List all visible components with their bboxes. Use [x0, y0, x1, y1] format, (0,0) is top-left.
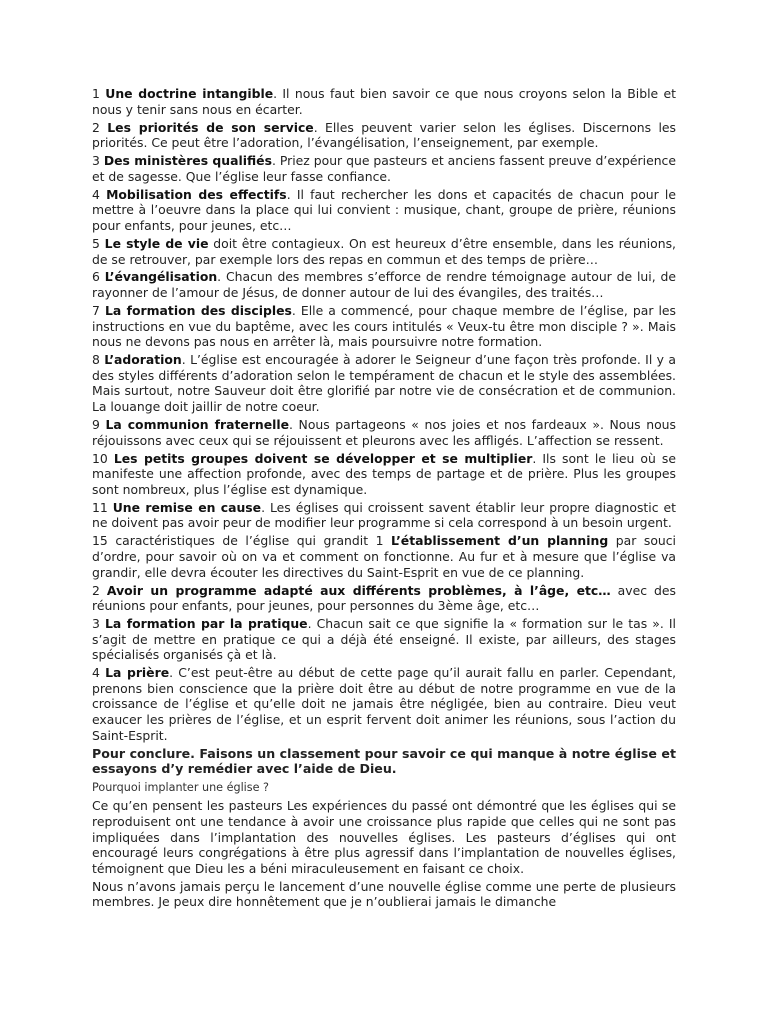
- list-item: 1 Une doctrine intangible. Il nous faut bien savoir ce que nous croyons selon la Bible et nous y tenir sans nous en écarter.: [92, 86, 676, 117]
- list-item: 4 Mobilisation des effectifs. Il faut rechercher les dons et capacités de chacun pour le mettre à l’oeuvre dans la place qui lui convient : musique, chant, groupe de prière, réunions pour enfants, pour jeunes, etc…: [92, 186, 676, 233]
- list-item: 11 Une remise en cause. Les églises qui croissent savent établir leur propre diagnostic et ne doivent pas avoir peur de modifier leur programme si cela correspond à un besoin urgent.: [92, 499, 676, 531]
- list-item: 3 Des ministères qualifiés. Priez pour que pasteurs et anciens fassent preuve d’expérience et de sagesse. Que l’église leur fasse confiance.: [92, 153, 676, 184]
- list-item: 2 Les priorités de son service. Elles peuvent varier selon les églises. Discernons les priorités. Ce peut être l’adoration, l’évangélisation, l’enseignement, par exemple.: [92, 119, 676, 151]
- list-item: 8 L’adoration. L’église est encouragée à adorer le Seigneur d’une façon très profonde. Il y a des styles différents d’adoration selon le tempérament de chacun et le style des assemblées. Mais surtout, notre Sauveur doit être glorifié par notre vie de consécration et de communion. La louange doit jaillir de notre coeur.: [92, 352, 676, 415]
- body-paragraph: Nous n’avons jamais perçu le lancement d’une nouvelle église comme une perte de plusieurs membres. Je peux dire honnêtement que je n’oublierai jamais le dimanche: [92, 878, 676, 910]
- section-heading: Pourquoi implanter une église ?: [92, 780, 270, 794]
- list-item: 4 La prière. C’est peut-être au début de cette page qu’il aurait fallu en parler. Cependant, prenons bien conscience que la prière doit être au début de notre programme en vue de la croissance de l’église et qu’elle doit ne jamais être négligée, bien au contraire. Dieu veut exaucer les prières de l’église, et un esprit fervent doit animer les réunions, sous l’action du Saint-Esprit.: [92, 665, 677, 743]
- list-item: 6 L’évangélisation. Chacun des membres s’efforce de rendre témoignage autour de lui, de rayonner de l’amour de Jésus, de donner autour de lui des évangiles, des traités…: [92, 269, 676, 301]
- conclusion: Pour conclure. Faisons un classement pour savoir ce qui manque à notre église et essayons d’y remédier avec l’aide de Dieu.: [92, 745, 676, 777]
- list-item: 3 La formation par la pratique. Chacun sait ce que signifie la « formation sur le tas ». Il s’agit de mettre en pratique ce qui a déjà été enseigné. Il existe, par ailleurs, des stages spécialisés organisés çà et là.: [92, 616, 677, 663]
- document-page: [92, 86, 676, 912]
- list-item: 15 caractéristiques de l’église qui grandit 1 L’établissement d’un planning par souci d’ordre, pour savoir où on va et comment on fonctionne. Au fur et à mesure que l’église va grandir, elle devra écouter les directives du Saint-Esprit en vue de ce planning.: [92, 533, 677, 580]
- numbered-list: [92, 86, 676, 743]
- list-item: 2 Avoir un programme adapté aux différents problèmes, à l’âge, etc… avec des réunions pour enfants, pour jeunes, pour personnes du 3ème âge, etc…: [92, 582, 677, 614]
- list-item: 5 Le style de vie doit être contagieux. On est heureux d’être ensemble, dans les réunions, de se retrouver, par exemple lors des repas en commun et des temps de prière…: [92, 235, 676, 267]
- list-item: 7 La formation des disciples. Elle a commencé, pour chaque membre de l’église, par les instructions en vue du baptême, avec les cours intitulés « Veux-tu être mon disciple ? ». Mais nous ne devons pas nous en arrêter là, mais poursuivre notre formation.: [92, 303, 676, 350]
- body-paragraph: Ce qu’en pensent les pasteurs Les expériences du passé ont démontré que les églises qui se reproduisent ont une tendance à avoir une croissance plus rapide que celles qui ne sont pas impliquées dans l’implantation des nouvelles églises. Les pasteurs d’églises qui ont encouragé leurs congrégations à être plus agressif dans l’implantation de nouvelles églises, témoignent que Dieu les a béni miraculeusement en faisant ce choix.: [92, 798, 676, 876]
- list-item: 9 La communion fraternelle. Nous partageons « nos joies et nos fardeaux ». Nous nous réjouissons avec ceux qui se réjouissent et pleurons avec les affligés. L’affection se ressent.: [92, 417, 676, 448]
- list-item: 10 Les petits groupes doivent se développer et se multiplier. Ils sont le lieu où se manifeste une affection profonde, avec des temps de partage et de prière. Plus les groupes sont nombreux, plus l’église est dynamique.: [92, 450, 676, 497]
